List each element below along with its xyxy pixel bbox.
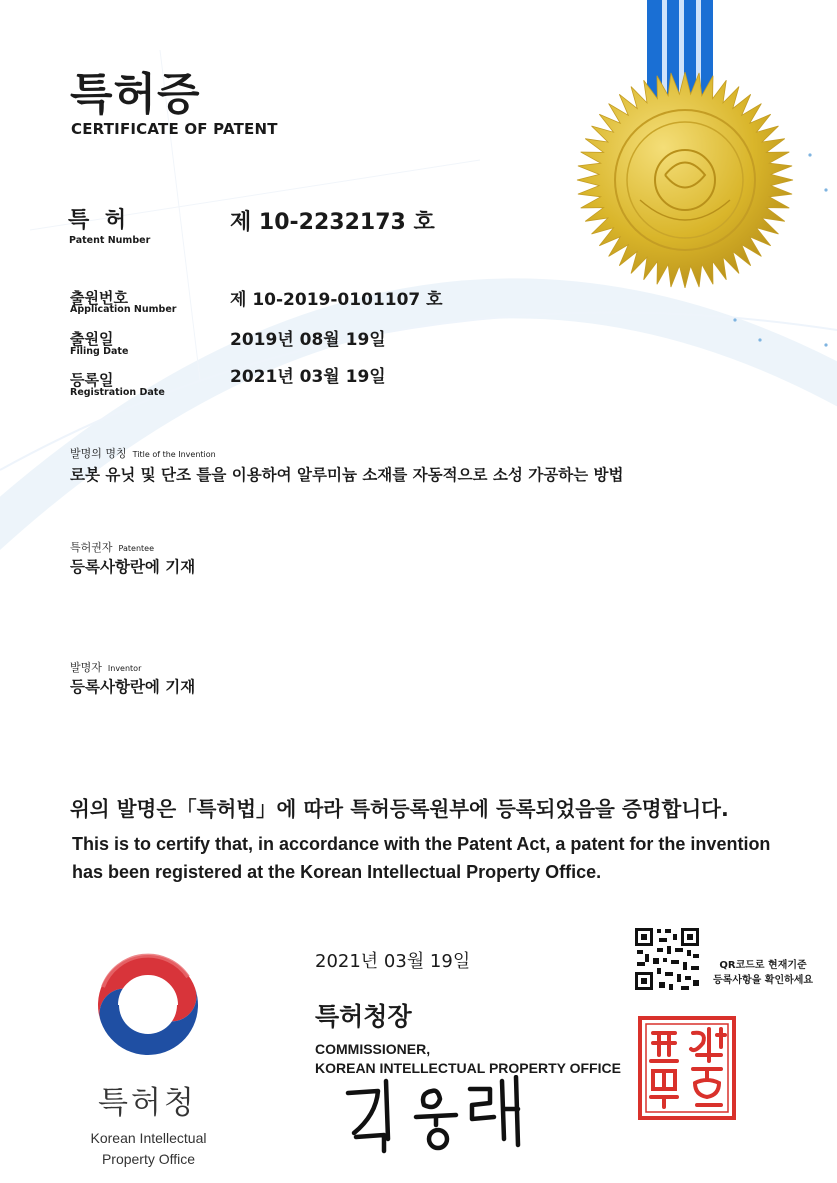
patentee-label-en: Patentee: [118, 544, 154, 553]
inventor-value: 등록사항란에 기재: [70, 678, 196, 696]
title-of-invention-value: 로봇 유닛 및 단조 틀을 이용하여 알루미늄 소재를 자동적으로 소성 가공하는 방법: [70, 466, 624, 484]
filing-date-label-en: Filing Date: [70, 346, 129, 357]
certification-statement-en: This is to certify that, in accordance with the Patent Act, a patent for the invention has been registered at the Korean Intellectual Property Office.: [72, 834, 771, 882]
registration-date-label-kr: 등록일: [70, 371, 114, 389]
commissioner-title-kr: 특허청장: [315, 1002, 412, 1031]
office-name-kr: 특허청: [98, 1085, 197, 1121]
commissioner-title-en: [315, 1040, 621, 1078]
patent-number-label-en: Patent Number: [69, 235, 151, 246]
inventor-label-en: Inventor: [107, 664, 142, 673]
commissioner-title-en-line1: COMMISSIONER,: [315, 1041, 431, 1057]
filing-date-label-kr: 출원일: [70, 330, 114, 348]
patentee-value: 등록사항란에 기재: [70, 558, 196, 576]
title-of-invention-label: [70, 442, 216, 461]
registration-date-value: 2021년 03월 19일: [230, 367, 386, 387]
commissioner-title-en-line2: KOREAN INTELLECTUAL PROPERTY OFFICE: [315, 1060, 621, 1076]
office-name-en-line2: Property Office: [101, 1151, 196, 1167]
commissioner-signature: [340, 1075, 540, 1155]
gold-seal-icon: [572, 72, 798, 288]
taegeuk-logo-icon: [95, 952, 201, 1058]
qr-note-line1: QR코드로 현재기준: [719, 960, 807, 971]
patent-number-label-kr: 특 허: [68, 208, 131, 233]
office-name-en: [66, 1128, 231, 1170]
patent-number-value: 제 10-2232173 호: [230, 210, 435, 235]
certification-statement-kr: 위의 발명은「특허법」에 따라 특허등록원부에 등록되었음을 증명합니다.: [70, 797, 729, 821]
issue-date: 2021년 03월 19일: [315, 951, 471, 972]
inventor-label-kr: 발명자: [70, 661, 102, 674]
red-stamp-icon: [637, 1015, 737, 1121]
office-name-en-line1: Korean Intellectual: [90, 1130, 207, 1146]
title-of-invention-label-en: Title of the Invention: [132, 450, 216, 459]
qr-note: [713, 958, 813, 988]
certificate-title-en: CERTIFICATE OF PATENT: [71, 120, 278, 138]
application-number-value: 제 10-2019-0101107 호: [230, 290, 443, 310]
gold-seal-starburst: [577, 72, 793, 288]
qr-note-line2: 등록사항을 확인하세요: [713, 975, 814, 986]
application-number-label-en: Application Number: [70, 304, 177, 315]
inventor-label: [70, 656, 141, 675]
title-of-invention-label-kr: 발명의 명칭: [70, 447, 127, 460]
filing-date-value: 2019년 08월 19일: [230, 330, 386, 350]
qr-code-icon[interactable]: [633, 926, 701, 992]
patentee-label: [70, 536, 154, 555]
application-number-label-kr: 출원번호: [70, 289, 128, 307]
registration-date-label-en: Registration Date: [70, 387, 165, 398]
certificate-title-kr: 특허증: [70, 69, 201, 120]
patentee-label-kr: 특허권자: [70, 541, 113, 554]
